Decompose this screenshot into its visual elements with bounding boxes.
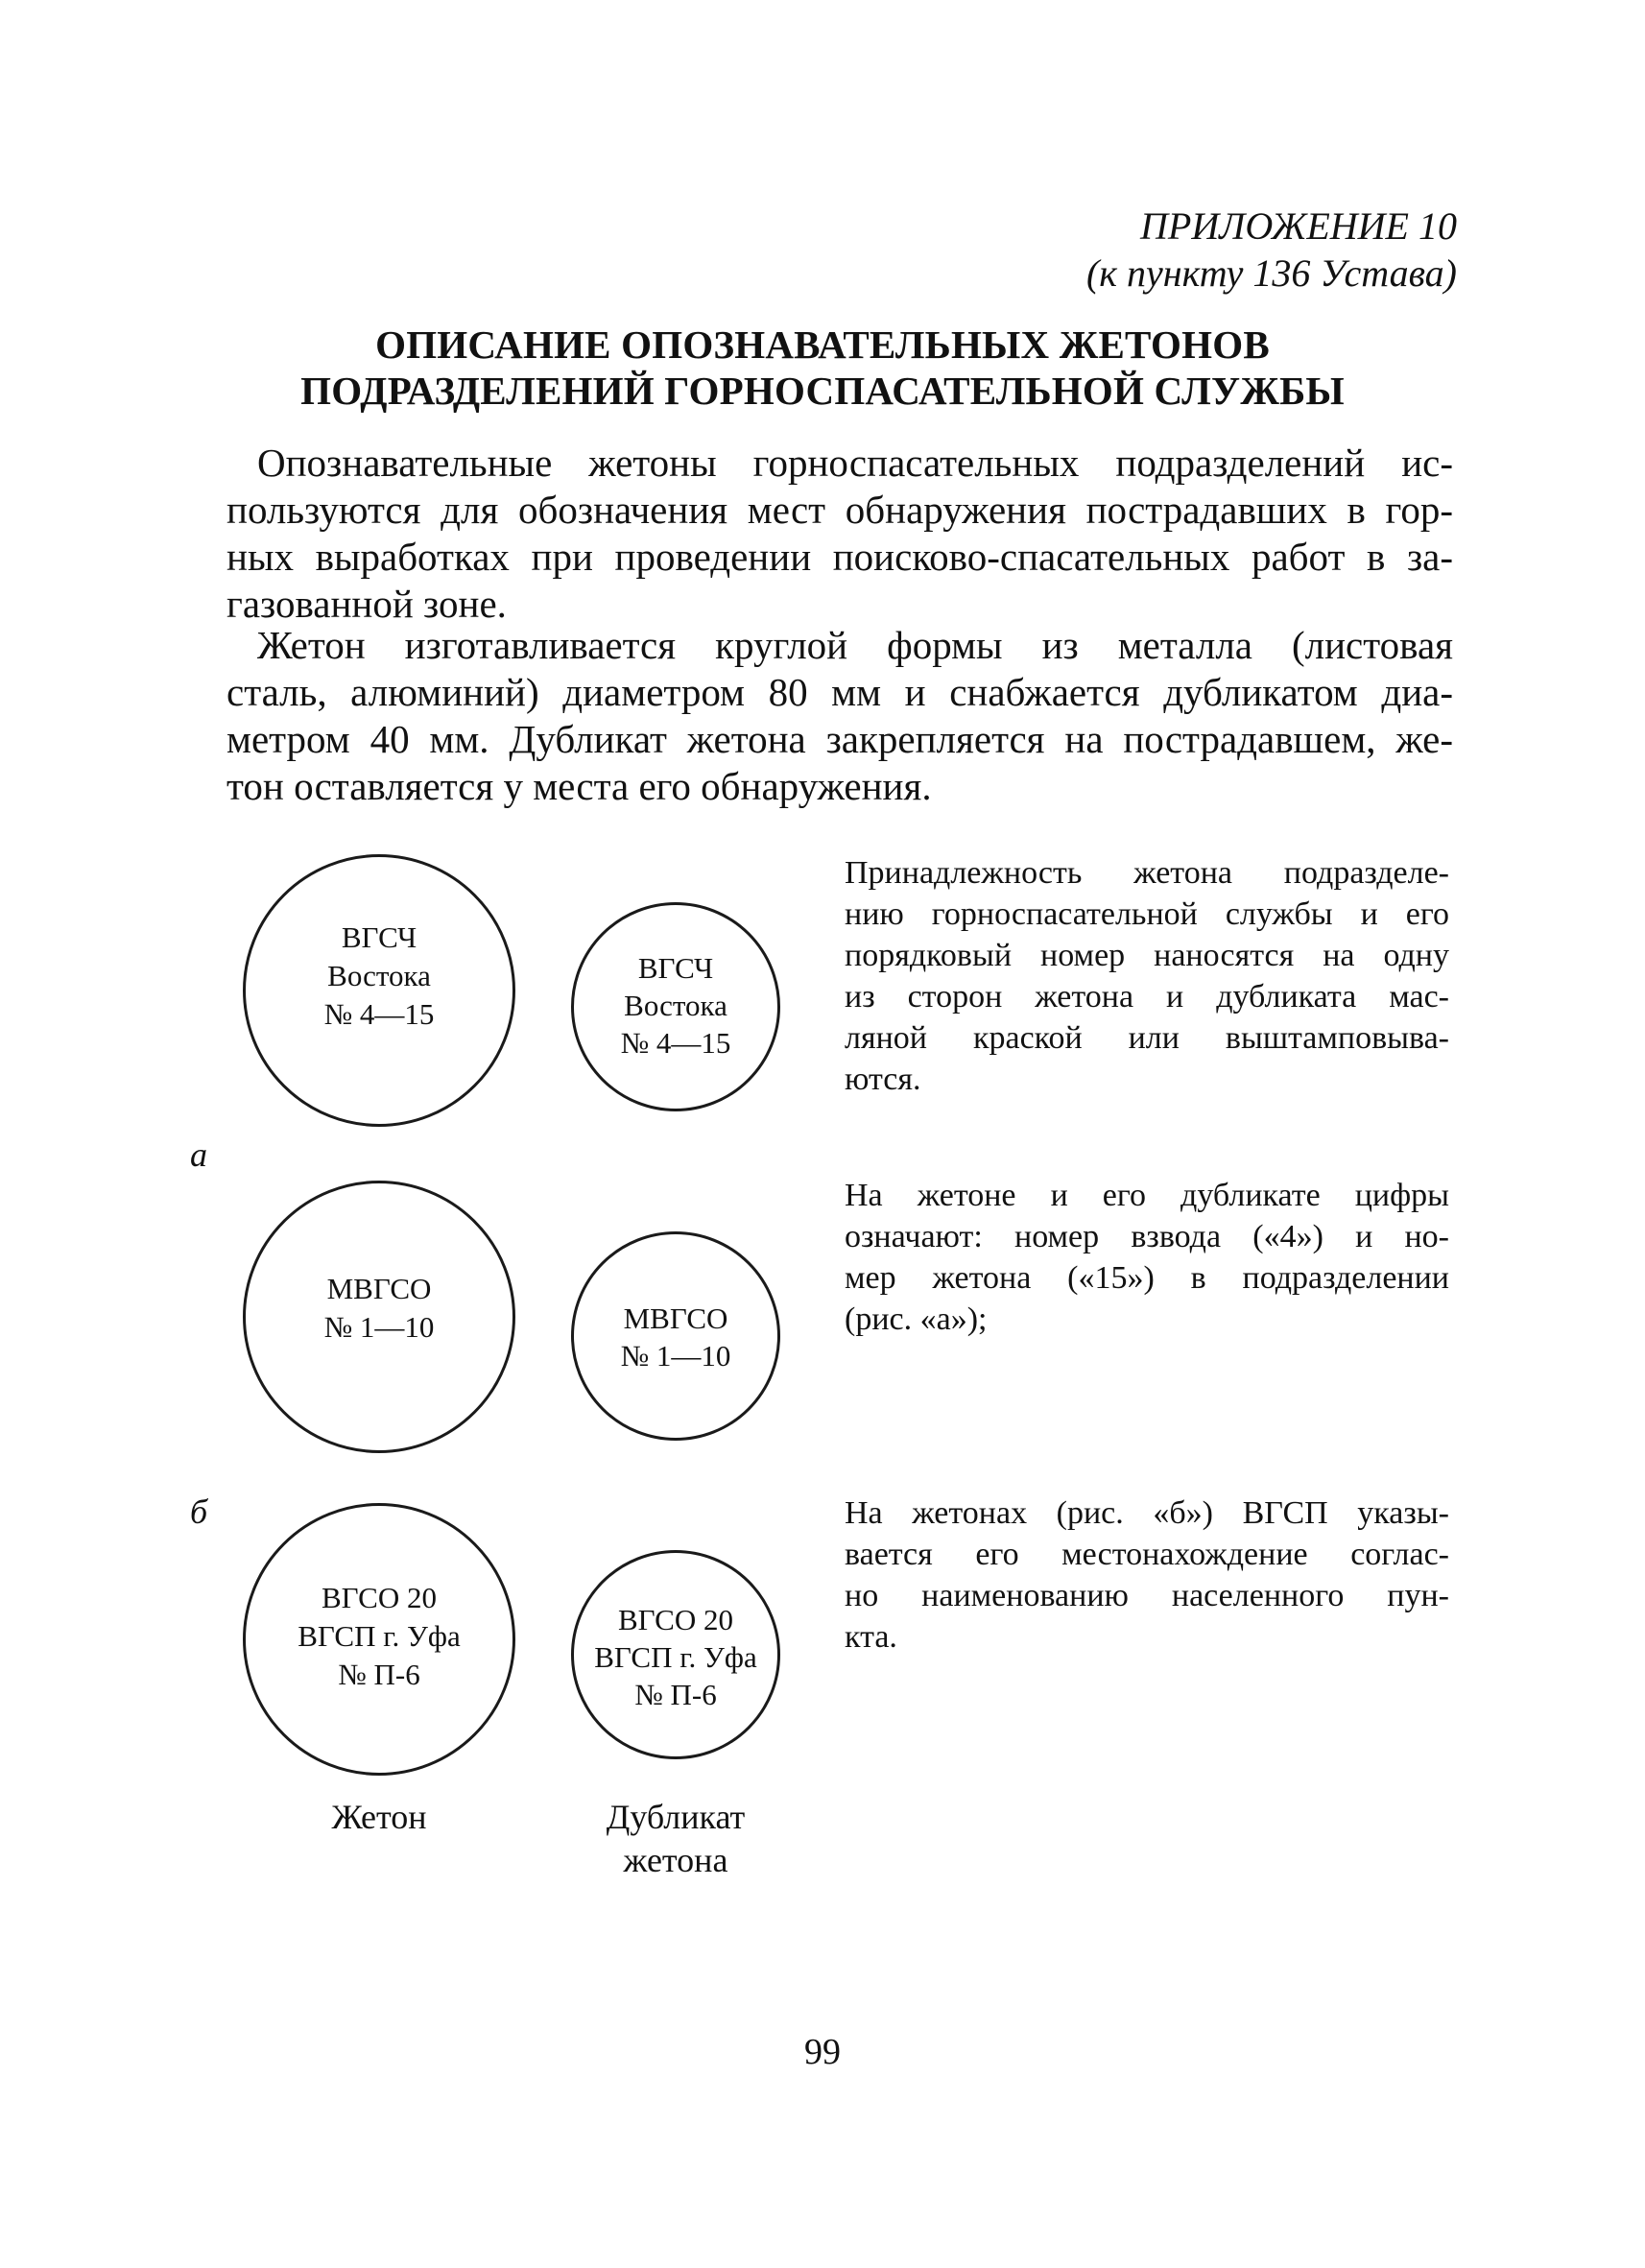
duplicate-text-line: Востока — [624, 989, 727, 1022]
paragraph-line: газованной зоне. — [226, 582, 507, 626]
note-line: ляной краской или выштамповыва- — [845, 1020, 1449, 1056]
note-line: Принадлежность жетона подразделе- — [845, 855, 1449, 891]
note-line: кта. — [845, 1619, 897, 1655]
token-circle — [243, 854, 515, 1127]
figure-label-a: а — [190, 1135, 207, 1174]
note-line: (рис. «а»); — [845, 1301, 988, 1337]
duplicate-text-line: МВГСО — [623, 1301, 728, 1335]
token-text-line: ВГСЧ — [341, 920, 417, 954]
paragraph-line: Жетон изготавливается круглой формы из металла (листовая — [257, 623, 1453, 667]
duplicate-text-line: № 1—10 — [620, 1339, 731, 1373]
paragraph-line: Опознавательные жетоны горноспасательных подразделений ис- — [257, 441, 1453, 485]
note-line: вается его местонахождение соглас- — [845, 1537, 1449, 1572]
note-line: На жетонах (рис. «б») ВГСП указы- — [845, 1495, 1449, 1531]
duplicate-text-line: № П-6 — [634, 1678, 717, 1711]
figure-label-b: б — [190, 1492, 208, 1531]
appendix-label: ПРИЛОЖЕНИЕ 10 — [1140, 204, 1457, 248]
token-text-line: № 1—10 — [323, 1310, 435, 1344]
caption-duplicate-line-2: жетона — [623, 1841, 728, 1879]
token-text-line: ВГСП г. Уфа — [298, 1619, 461, 1653]
duplicate-circle — [571, 1550, 780, 1759]
note-line: но наименованию населенного пун- — [845, 1578, 1449, 1613]
paragraph-line: пользуются для обозначения мест обнаружения пострадавших в гор- — [226, 488, 1453, 532]
paragraph-line: ных выработках при проведении поисково-спасательных работ в за- — [226, 535, 1453, 579]
paragraph-line: сталь, алюминий) диаметром 80 мм и снабжается дубликатом диа- — [226, 670, 1453, 714]
paragraph-line: метром 40 мм. Дубликат жетона закрепляется на пострадавшем, же- — [226, 717, 1453, 761]
note-line: ются. — [845, 1062, 921, 1097]
duplicate-text-line: ВГСП г. Уфа — [594, 1640, 757, 1674]
caption-token: Жетон — [331, 1798, 427, 1836]
token-circle — [243, 1503, 515, 1776]
token-text-line: МВГСО — [326, 1272, 432, 1305]
duplicate-circle — [571, 1231, 780, 1441]
token-text-line: № 4—15 — [323, 997, 435, 1031]
token-text-line: ВГСО 20 — [321, 1581, 437, 1614]
token-text-line: Востока — [327, 959, 431, 992]
note-line: из сторон жетона и дубликата мас- — [845, 979, 1449, 1015]
page-number: 99 — [804, 2032, 841, 2072]
note-line: мер жетона («15») в подразделении — [845, 1260, 1449, 1296]
duplicate-circle — [571, 902, 780, 1111]
note-line: порядковый номер наносятся на одну — [845, 938, 1449, 973]
token-circle — [243, 1181, 515, 1453]
note-line: означают: номер взвода («4») и но- — [845, 1219, 1449, 1254]
duplicate-text-line: № 4—15 — [620, 1026, 731, 1060]
duplicate-text-line: ВГСО 20 — [617, 1603, 733, 1636]
caption-duplicate-line-1: Дубликат — [606, 1798, 746, 1836]
appendix-reference: (к пункту 136 Устава) — [1085, 251, 1457, 295]
note-line: нию горноспасательной службы и его — [845, 896, 1449, 932]
token-text-line: № П-6 — [338, 1658, 420, 1691]
duplicate-text-line: ВГСЧ — [637, 951, 714, 985]
note-line: На жетоне и его дубликате цифры — [845, 1178, 1449, 1213]
page-title-line-1: ОПИСАНИЕ ОПОЗНАВАТЕЛЬНЫХ ЖЕТОНОВ — [375, 322, 1270, 367]
paragraph-line: тон оставляется у места его обнаружения. — [226, 764, 932, 808]
page-title-line-2: ПОДРАЗДЕЛЕНИЙ ГОРНОСПАСАТЕЛЬНОЙ СЛУЖБЫ — [300, 369, 1345, 413]
